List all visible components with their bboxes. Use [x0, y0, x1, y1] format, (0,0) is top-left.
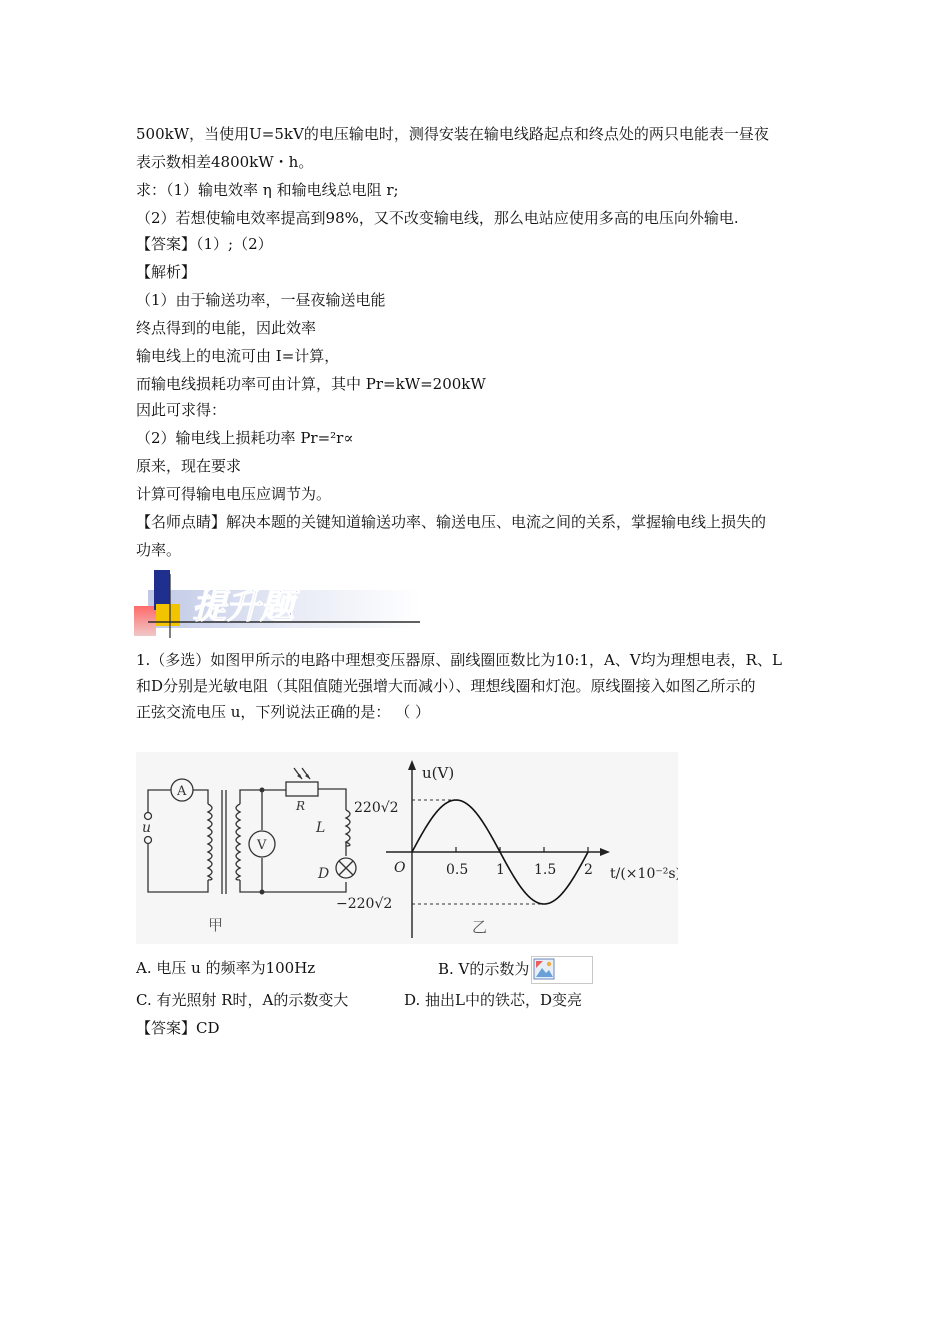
section-banner — [134, 570, 420, 638]
paragraph-11: 因此可求得： — [136, 401, 227, 419]
answer-line-2: 【答案】CD — [136, 1019, 220, 1037]
teacher-note: 【名师点睛】解决本题的关键知道输送功率、输送电压、电流之间的关系，掌握输电线上损失的 — [136, 513, 767, 531]
banner-title: 提升题 — [192, 587, 294, 627]
analysis-heading: 【解析】 — [136, 263, 197, 281]
caption-jia: 甲 — [208, 916, 224, 934]
paragraph-10: 而输电线损耗功率可由计算，其中 Pr=kW=200kW — [136, 375, 486, 393]
paragraph-16: 功率。 — [136, 541, 182, 559]
question-line-3: 正弦交流电压 u，下列说法正确的是： （ ） — [136, 703, 430, 721]
paragraph-1: 500kW，当使用U=5kV的电压输电时，测得安装在输电线路起点和终点处的两只电能表一昼夜 — [136, 125, 769, 143]
source-terminal-top — [145, 813, 152, 820]
option-c: C. 有光照射 R时，A的示数变大 — [136, 991, 349, 1009]
option-b — [438, 956, 593, 984]
y-axis-label: u(V) — [422, 764, 455, 782]
paragraph-12: （2）输电线上损耗功率 Pr=²r∝ — [136, 429, 354, 447]
x-tick-label-3: 1.5 — [534, 862, 557, 878]
lamp-label: D — [318, 866, 330, 882]
x-tick-label-4: 2 — [584, 862, 593, 878]
question-line-1: 1.（多选）如图甲所示的电路中理想变压器原、副线圈匝数比为10:1，A、V均为理想电表，R、L — [136, 651, 782, 669]
question-line-2: 和D分别是光敏电阻（其阻值随光强增大而减小）、理想线圈和灯泡。原线圈接入如图乙所示的 — [136, 677, 756, 695]
inductor-label: L — [316, 820, 326, 836]
paragraph-7: （1）由于输送功率，一昼夜输送电能 — [136, 291, 386, 309]
resistor-label: R — [296, 799, 306, 813]
broken-image-icon — [531, 956, 593, 984]
paragraph-4: （2）若想使输电效率提高到98%，又不改变输电线，那么电站应使用多高的电压向外输电. — [136, 209, 739, 227]
x-tick-label-2: 1 — [496, 862, 505, 878]
option-d: D. 抽出L中的铁芯，D变亮 — [404, 991, 583, 1009]
ammeter-label: A — [177, 784, 187, 799]
paragraph-2: 表示数相差4800kW・h。 — [136, 153, 314, 171]
source-terminal-bottom — [145, 837, 152, 844]
paragraph-14: 计算可得输电电压应调节为。 — [136, 485, 332, 503]
option-b-label: B. V的示数为 — [438, 960, 530, 978]
source-label: u — [142, 820, 152, 836]
label-peak-positive: 220√2 — [354, 800, 399, 816]
label-peak-negative: −220√2 — [336, 896, 393, 912]
voltmeter-label: V — [257, 838, 267, 853]
paragraph-13: 原来，现在要求 — [136, 457, 242, 475]
x-axis-label: t/(×10⁻²s) — [610, 866, 678, 882]
x-tick-label-1: 0.5 — [446, 862, 469, 878]
answer-line-1: 【答案】（1）;（2） — [136, 235, 273, 253]
figure — [136, 752, 678, 944]
option-a: A. 电压 u 的频率为100Hz — [136, 959, 316, 977]
paragraph-9: 输电线上的电流可由 I=计算， — [136, 347, 340, 365]
origin-label: O — [394, 860, 406, 876]
caption-yi: 乙 — [472, 918, 488, 936]
paragraph-8: 终点得到的电能，因此效率 — [136, 319, 317, 337]
paragraph-3: 求：（1）输电效率 η 和输电线总电阻 r; — [136, 181, 399, 199]
